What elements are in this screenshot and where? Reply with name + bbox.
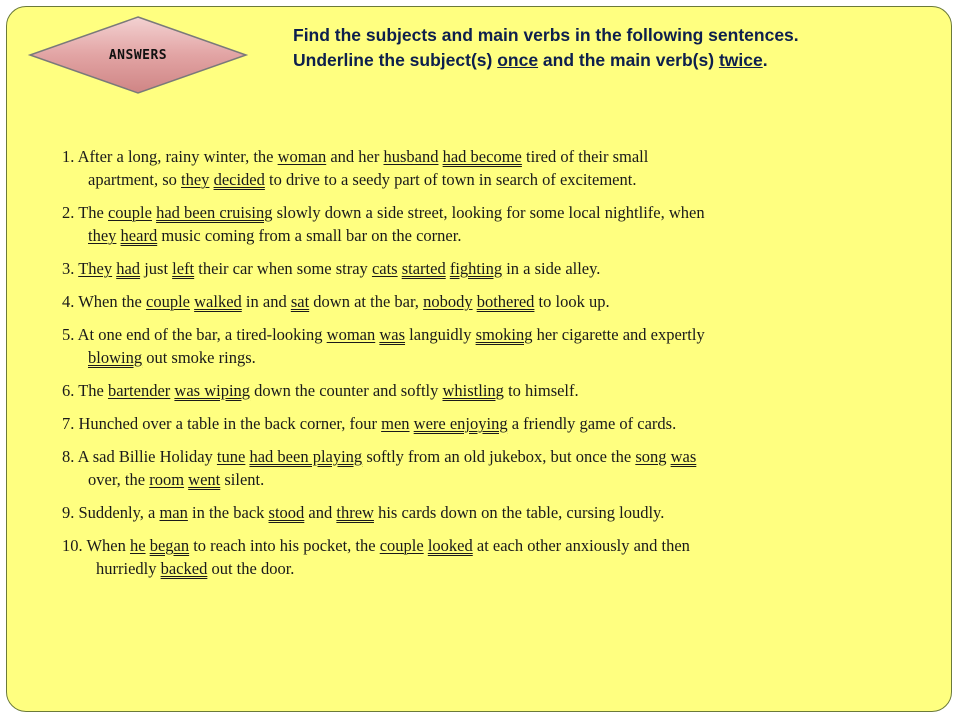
sentence-text: silent. [220, 470, 265, 489]
subject-word: husband [383, 147, 439, 166]
sentence-text: to himself. [503, 381, 579, 400]
sentence-text: in and [241, 292, 291, 311]
subject-word: woman [326, 325, 376, 344]
sentence-text: languidly [405, 325, 476, 344]
sentence-text: and [304, 503, 337, 522]
subject-word: men [381, 414, 410, 433]
sentence-line [62, 325, 705, 344]
subject-word: They [78, 259, 113, 278]
sentence-text: 9. Suddenly, a [62, 503, 160, 522]
subject-word: nobody [423, 292, 473, 311]
sentence-continuation [62, 346, 902, 369]
sentence-item [62, 379, 902, 402]
verb-phrase: had become [442, 147, 522, 166]
sentence-text: 5. At one end of the bar, a tired-looking [62, 325, 327, 344]
sentence-item [62, 290, 902, 313]
verb-phrase: went [188, 470, 221, 489]
verb-phrase: backed [160, 559, 208, 578]
sentence-text: in a side alley. [502, 259, 601, 278]
verb-phrase: left [172, 259, 195, 278]
slide [6, 6, 952, 712]
twice-word: twice [718, 50, 763, 70]
sentence-continuation [62, 224, 902, 247]
sentence-text: at each other anxiously and then [472, 536, 690, 555]
verb-phrase: sat [290, 292, 310, 311]
sentence-item [62, 257, 902, 280]
sentence-item [62, 501, 902, 524]
sentence-text: to drive to a seedy part of town in search of excitement. [264, 170, 637, 189]
sentence-text: music coming from a small bar on the corner. [157, 226, 462, 245]
sentence-item [62, 145, 902, 191]
sentence-text: and her [326, 147, 384, 166]
verb-phrase: had been cruising [156, 203, 273, 222]
sentence-text: slowly down a side street, looking for some local nightlife, when [272, 203, 705, 222]
subject-word: couple [146, 292, 190, 311]
sentence-line [62, 381, 579, 400]
sentence-text: tired of their small [521, 147, 649, 166]
sentence-text: his cards down on the table, cursing loudly. [373, 503, 665, 522]
sentence-line [62, 292, 610, 311]
answers-badge [27, 14, 249, 96]
verb-phrase: were enjoying [413, 414, 508, 433]
subject-word: room [149, 470, 185, 489]
subject-word: they [88, 226, 117, 245]
sentence-line [62, 259, 600, 278]
subject-word: tune [216, 447, 246, 466]
sentence-text: their car when some stray [194, 259, 372, 278]
sentence-text: 6. The [62, 381, 108, 400]
subject-word: couple [379, 536, 424, 555]
verb-phrase: was wiping [174, 381, 251, 400]
verb-phrase: walked [194, 292, 242, 311]
sentence-text: down the counter and softly [250, 381, 443, 400]
sentence-line [62, 414, 676, 433]
verb-phrase: stood [268, 503, 305, 522]
subject-word: man [159, 503, 188, 522]
sentence-text: 3. [62, 259, 79, 278]
sentence-text: 10. When [62, 536, 130, 555]
subject-word: woman [277, 147, 327, 166]
verb-phrase: had [116, 259, 141, 278]
sentence-text: out the door. [207, 559, 295, 578]
verb-phrase: looked [427, 536, 473, 555]
sentence-line [62, 147, 648, 166]
sentence-item [62, 201, 902, 247]
verb-phrase: bothered [476, 292, 535, 311]
sentence-list [62, 145, 902, 590]
verb-phrase: was [670, 447, 697, 466]
answers-label: ANSWERS [108, 47, 168, 63]
sentence-item [62, 412, 902, 435]
sentence-text: to look up. [534, 292, 610, 311]
once-word: once [497, 50, 539, 70]
sentence-text: her cigarette and expertly [532, 325, 705, 344]
verb-phrase: began [149, 536, 190, 555]
sentence-text: a friendly game of cards. [507, 414, 677, 433]
verb-phrase: smoking [475, 325, 533, 344]
sentence-text: in the back [187, 503, 269, 522]
sentence-continuation [62, 168, 902, 191]
sentence-text: 2. The [62, 203, 108, 222]
sentence-line [62, 503, 664, 522]
verb-phrase: was [379, 325, 406, 344]
sentence-text: down at the bar, [309, 292, 424, 311]
sentence-text: just [140, 259, 173, 278]
instructions [293, 23, 943, 73]
sentence-continuation [62, 557, 902, 580]
sentence-line [62, 447, 696, 466]
subject-word: he [129, 536, 146, 555]
sentence-text: to reach into his pocket, the [189, 536, 380, 555]
sentence-item [62, 534, 902, 580]
sentence-text: softly from an old jukebox, but once the [362, 447, 636, 466]
instruction-line-1: Find the subjects and main verbs in the following sentences. [293, 25, 799, 45]
sentence-text: apartment, so [88, 170, 182, 189]
sentence-item [62, 445, 902, 491]
subject-word: couple [107, 203, 152, 222]
sentence-text: 1. After a long, rainy winter, the [62, 147, 278, 166]
sentence-item [62, 323, 902, 369]
subject-word: bartender [107, 381, 171, 400]
sentence-text: out smoke rings. [142, 348, 256, 367]
sentence-text: 8. A sad Billie Holiday [62, 447, 217, 466]
verb-phrase: started [401, 259, 446, 278]
verb-phrase: threw [336, 503, 374, 522]
subject-word: song [635, 447, 667, 466]
verb-phrase: decided [213, 170, 265, 189]
sentence-line [62, 203, 705, 222]
verb-phrase: heard [120, 226, 158, 245]
verb-phrase: had been playing [249, 447, 363, 466]
sentence-continuation [62, 468, 902, 491]
subject-word: cats [371, 259, 398, 278]
sentence-line [62, 536, 690, 555]
sentence-text: 4. When the [62, 292, 147, 311]
verb-phrase: blowing [88, 348, 143, 367]
verb-phrase: whistling [442, 381, 504, 400]
instruction-line-2: Underline the subject(s) once and the main verb(s) twice. [293, 50, 768, 70]
sentence-text: hurriedly [96, 559, 161, 578]
verb-phrase: fighting [449, 259, 503, 278]
subject-word: they [181, 170, 210, 189]
sentence-text: over, the [88, 470, 150, 489]
sentence-text: 7. Hunched over a table in the back corner, four [62, 414, 382, 433]
